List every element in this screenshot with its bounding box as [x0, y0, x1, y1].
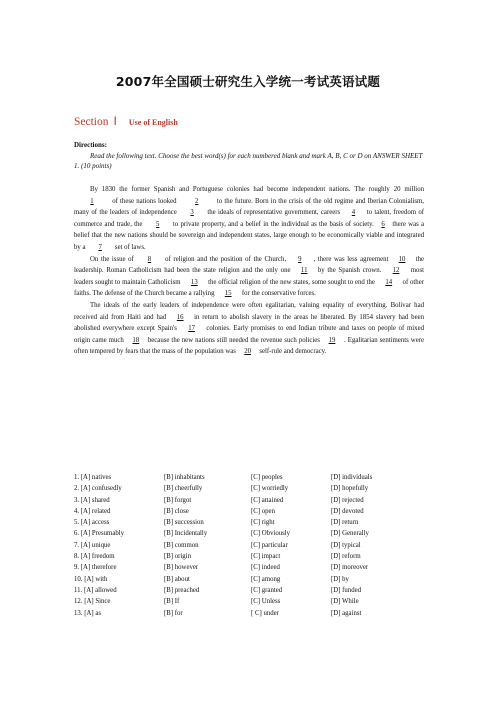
passage-text: the leadership. Roman Catholicism had been the state religion and the only one: [74, 255, 424, 275]
option-choice: [C] impact: [251, 553, 281, 561]
option-choice: [C] attained: [251, 496, 284, 504]
passage-text: for the conservative forces.: [240, 290, 316, 298]
option-choice: [D] rejected: [331, 496, 364, 504]
option-choice: 6. [A] Presumably: [74, 530, 125, 538]
passage-text: . Egalitarian sentiments were often tempered by fears that the mass of the population was: [74, 336, 424, 356]
blank-10: 10: [398, 255, 406, 263]
blank-6: 6: [381, 220, 385, 228]
option-choice: [C] peoples: [251, 474, 283, 481]
passage-paragraph: [74, 300, 424, 358]
option-choice: 7. [A] unique: [74, 541, 111, 549]
option-choice: [D] against: [331, 609, 362, 617]
blank-2: 2: [195, 197, 199, 205]
option-choice: 5. [A] access: [74, 519, 110, 527]
option-choice: [D] return: [331, 519, 359, 527]
option-choice: [B] Incidentally: [164, 530, 208, 538]
option-row: [74, 517, 424, 528]
passage-text: to talent, freedom of commerce and trade, the: [74, 209, 424, 228]
blank-15: 15: [224, 290, 232, 298]
passage-text: the official religion of the new states, some sought to end the: [206, 278, 377, 286]
option-choice: [D] hopefully: [331, 485, 369, 493]
option-choice: [B] common: [164, 541, 199, 549]
passage-text: in return to abolish slavery in the areas he liberated. By 1854 slavery had been abolished everywhere except Spain's: [74, 313, 424, 333]
passage-text: , there was less agreement: [310, 255, 392, 263]
option-choice: [B] cheerfully: [164, 485, 203, 493]
option-choice: [D] Generally: [331, 530, 369, 538]
passage-text: to private property, and a belief in the individual as the basis of society.: [170, 220, 377, 228]
option-row: [74, 495, 424, 506]
passage-text: colonies. Early promises to end Indian tribute and taxes on people of mixed origin came much: [74, 325, 424, 344]
option-choice: [C] among: [251, 575, 281, 583]
directions-block: [74, 140, 424, 172]
passage-text: most leaders sought to maintain Catholicism: [74, 267, 424, 286]
blank-7: 7: [98, 243, 102, 251]
passage-text: by the Spanish crown.: [315, 267, 385, 275]
option-choice: [B] preached: [164, 586, 200, 594]
option-choice: [D] typical: [331, 541, 361, 549]
option-choice: [C] worriedly: [251, 485, 289, 493]
answer-options: [74, 472, 424, 619]
option-choice: [D] by: [331, 575, 349, 583]
option-choice: 13. [A] as: [74, 609, 101, 617]
option-row: [74, 506, 424, 517]
blank-9: 9: [298, 255, 302, 263]
option-row: [74, 540, 424, 551]
blank-11: 11: [300, 267, 308, 275]
blank-13: 13: [190, 278, 198, 286]
passage-text: The ideals of the early leaders of independence were often egalitarian, valuing equality of everything. Bolivar had received aid from Haiti and had: [74, 301, 424, 321]
blank-19: 19: [328, 336, 336, 344]
blank-14: 14: [385, 278, 393, 286]
option-choice: [D] devoted: [331, 507, 364, 515]
option-choice: [D] moreover: [331, 564, 369, 572]
option-choice: [ C] under: [251, 609, 279, 617]
passage-text: On the issue of: [90, 255, 137, 263]
passage-text: to the future. Born in the crisis of the old regime and Iberian Colonialism, many of the leaders of independence: [74, 197, 424, 217]
option-row: [74, 562, 424, 573]
passage-text: of these nations looked: [110, 197, 179, 205]
option-choice: [C] granted: [251, 586, 283, 594]
option-choice: [D] reform: [331, 553, 361, 561]
passage-paragraph: [74, 184, 424, 254]
blank-8: 8: [147, 255, 152, 263]
blank-16: 16: [176, 313, 184, 321]
passage-text: of religion and the position of the Church,: [162, 255, 289, 263]
option-choice: [D] individuals: [331, 474, 373, 481]
option-choice: 12. [A] Since: [74, 598, 111, 606]
option-row: [74, 551, 424, 562]
blank-12: 12: [392, 267, 400, 275]
option-row: [74, 585, 424, 596]
option-row: [74, 608, 424, 619]
passage-text: By 1830 the former Spanish and Portuguese colonies had become independent nations. The roughly 20 million: [90, 186, 424, 193]
cloze-passage: [74, 184, 424, 358]
option-choice: [C] Obviously: [251, 530, 291, 538]
option-choice: [B] however: [164, 564, 199, 572]
option-choice: [B] about: [164, 575, 190, 583]
option-choice: [B] inhabitants: [164, 474, 205, 481]
blank-1: 1: [90, 197, 94, 205]
blank-20: 20: [244, 348, 252, 356]
passage-paragraph: [74, 254, 424, 300]
option-choice: 9. [A] therefore: [74, 564, 117, 572]
document-title: 2007年全国硕士研究生入学统一考试英语试题: [115, 74, 381, 89]
section-word: Section: [74, 116, 109, 128]
passage-text: set of laws.: [113, 243, 146, 251]
option-choice: 8. [A] freedom: [74, 553, 115, 561]
passage-text: self-rule and democracy.: [257, 348, 327, 356]
passage-text: there was a belief that the new nations should be sovereign and independent states, large enough to be economically viable and integrated by a: [74, 220, 424, 251]
option-choice: 2. [A] confusedly: [74, 485, 122, 493]
option-choice: [B] forgot: [164, 496, 192, 504]
option-choice: [D] funded: [331, 586, 362, 594]
option-choice: 10. [A] with: [74, 575, 108, 583]
section-number: Ⅰ: [113, 116, 117, 128]
blank-5: 5: [156, 220, 160, 228]
blank-17: 17: [188, 325, 196, 333]
blank-4: 4: [351, 209, 356, 217]
blank-3: 3: [190, 209, 194, 217]
option-choice: [C] particular: [251, 541, 288, 549]
option-choice: [B] succession: [164, 519, 204, 527]
option-choice: 4. [A] related: [74, 507, 111, 515]
option-choice: [C] right: [251, 519, 275, 527]
section-heading: [74, 112, 178, 130]
option-choice: [C] Unless: [251, 598, 281, 606]
passage-text: of other faiths. The defense of the Church became a rallying: [74, 278, 424, 298]
option-row: [74, 596, 424, 607]
directions-label: Directions:: [74, 141, 107, 149]
option-choice: [B] close: [164, 507, 189, 515]
option-choice: [B] origin: [164, 553, 191, 561]
option-choice: [B] for: [164, 609, 183, 617]
option-choice: 11. [A] allowed: [74, 586, 117, 594]
option-choice: 3. [A] shared: [74, 496, 110, 504]
option-choice: [C] indeed: [251, 564, 280, 572]
passage-text: because the new nations still needed the revenue such policies: [145, 336, 322, 344]
option-choice: [C] open: [251, 507, 275, 515]
option-row: [74, 574, 424, 585]
option-choice: [D] While: [331, 598, 359, 606]
blank-18: 18: [132, 336, 140, 344]
option-choice: [B] If: [164, 598, 180, 606]
passage-text: the ideals of representative government, careers: [205, 209, 343, 217]
option-row: [74, 472, 424, 483]
option-row: [74, 528, 424, 539]
section-name: Use of English: [128, 118, 178, 127]
option-choice: 1. [A] natives: [74, 474, 112, 481]
directions-text: Read the following text. Choose the best word(s) for each numbered blank and mark A, B, C or D on ANSWER SHEET 1. (10 points): [74, 151, 423, 171]
option-row: [74, 483, 424, 494]
